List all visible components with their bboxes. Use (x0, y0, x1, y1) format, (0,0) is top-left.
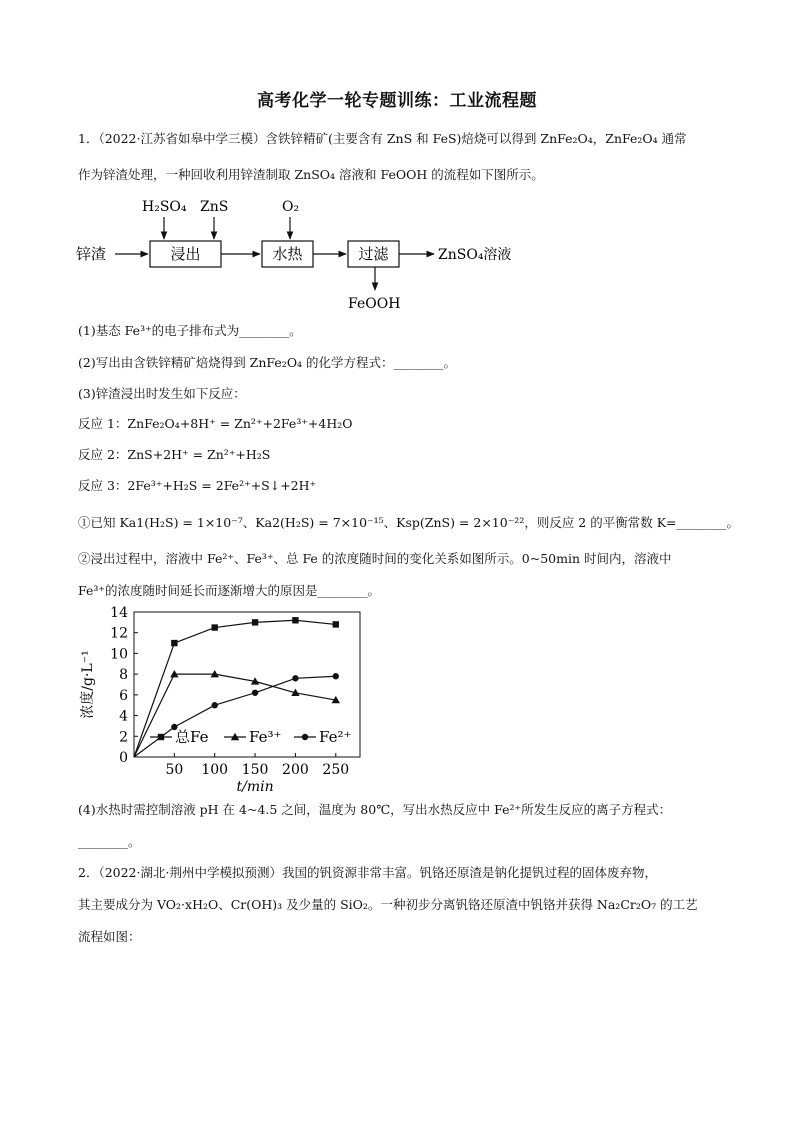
q1-sub1: ①已知 Ka1(H₂S) = 1×10⁻⁷、Ka2(H₂S) = 7×10⁻¹⁵、Ksp(ZnS) = 2×10⁻²²，则反应 2 的平衡常数 K=________。 (78, 515, 740, 530)
legend-label: 总Fe (175, 728, 209, 746)
q2-line1: 2．（2022·湖北·荆州中学模拟预测）我国的钒资源非常丰富。钒铬还原渣是钠化提钒过程的固体废弃物， (78, 865, 657, 880)
concentration-chart (76, 604, 366, 800)
legend-marker-square (158, 734, 164, 740)
x-tick-label: 250 (322, 762, 350, 778)
series-line-triangle (134, 674, 336, 757)
flow-box-filter-label: 过滤 (358, 245, 389, 263)
q1-part2: (2)写出由含铁锌精矿焙烧得到 ZnFe₂O₄ 的化学方程式：________。 (78, 355, 457, 370)
data-point-circle (292, 675, 298, 681)
chart-legend (150, 728, 351, 746)
q1-sub2-line2: Fe³⁺的浓度随时间延长而逐渐增大的原因是________。 (78, 583, 380, 598)
flow-reagent-zns: ZnS (200, 199, 229, 215)
chart-x-axis-label: t/min (236, 779, 274, 795)
series-triangle (134, 670, 340, 757)
x-tick-label: 150 (241, 762, 269, 778)
process-flow-diagram (70, 192, 550, 314)
legend-label: Fe³⁺ (249, 728, 282, 746)
data-point-square (171, 640, 177, 646)
y-tick-label: 14 (110, 605, 128, 621)
data-point-square (333, 621, 339, 627)
flow-output-label: ZnSO₄溶液 (438, 247, 512, 263)
legend-label: Fe²⁺ (319, 728, 352, 746)
data-point-square (292, 617, 298, 623)
data-point-circle (252, 690, 258, 696)
flow-box-leaching-label: 浸出 (170, 245, 201, 263)
chart-y-axis-label: 浓度/g·L⁻¹ (80, 650, 96, 719)
y-tick-label: 0 (119, 750, 128, 766)
x-tick-label: 100 (201, 762, 229, 778)
q1-part1: (1)基态 Fe³⁺的电子排布式为________。 (78, 323, 302, 338)
data-point-circle (212, 702, 218, 708)
flow-byproduct-label: FeOOH (348, 296, 401, 312)
q1-intro-line1: 1．（2022·江苏省如皋中学三模）含铁锌精矿(主要含有 ZnS 和 FeS)焙烧可以得到 ZnFe₂O₄，ZnFe₂O₄ 通常 (78, 131, 687, 146)
q1-part3-intro: (3)锌渣浸出时发生如下反应： (78, 386, 246, 401)
chart-series (134, 617, 340, 757)
series-line-circle (134, 676, 336, 757)
y-tick-label: 4 (119, 708, 128, 725)
q2-line2: 其主要成分为 VO₂·xH₂O、Cr(OH)₃ 及少量的 SiO₂。一种初步分离钒铬还原渣中钒铬并获得 Na₂Cr₂O₇ 的工艺 (78, 897, 698, 912)
flow-reagent-h2so4: H₂SO₄ (142, 199, 187, 215)
flow-input-label: 锌渣 (76, 245, 107, 263)
x-tick-label: 50 (165, 762, 184, 778)
flow-reagent-o2: O₂ (282, 199, 300, 215)
q1-intro-line2: 作为锌渣处理，一种回收利用锌渣制取 ZnSO₄ 溶液和 FeOOH 的流程如下图所示。 (78, 167, 544, 182)
y-tick-label: 6 (119, 687, 128, 704)
y-tick-label: 12 (110, 625, 128, 642)
q1-part4-line1: (4)水热时需控制溶液 pH 在 4~4.5 之间，温度为 80℃，写出水热反应中 Fe²⁺所发生反应的离子方程式： (78, 802, 672, 817)
y-tick-label: 2 (119, 729, 128, 746)
data-point-circle (333, 673, 339, 679)
q1-reaction1: 反应 1：ZnFe₂O₄+8H⁺ = Zn²⁺+2Fe³⁺+4H₂O (78, 416, 353, 431)
q1-part4-line2: ________。 (78, 834, 141, 849)
data-point-square (252, 619, 258, 625)
q1-reaction2: 反应 2：ZnS+2H⁺ = Zn²⁺+H₂S (78, 447, 271, 462)
page-title: 高考化学一轮专题训练：工业流程题 (257, 91, 537, 111)
x-tick-label: 200 (282, 762, 309, 778)
data-point-square (212, 624, 218, 630)
series-circle (134, 673, 339, 757)
y-tick-label: 10 (110, 646, 128, 663)
q1-reaction3: 反应 3：2Fe³⁺+H₂S = 2Fe²⁺+S↓+2H⁺ (78, 478, 317, 493)
flow-box-hydrothermal-label: 水热 (272, 245, 303, 263)
legend-marker-circle (302, 734, 308, 740)
q2-line3: 流程如图： (78, 929, 141, 944)
y-tick-label: 8 (119, 667, 128, 684)
q1-sub2-line1: ②浸出过程中，溶液中 Fe²⁺、Fe³⁺、总 Fe 的浓度随时间的变化关系如图所示。0~50min 时间内，溶液中 (78, 551, 672, 566)
